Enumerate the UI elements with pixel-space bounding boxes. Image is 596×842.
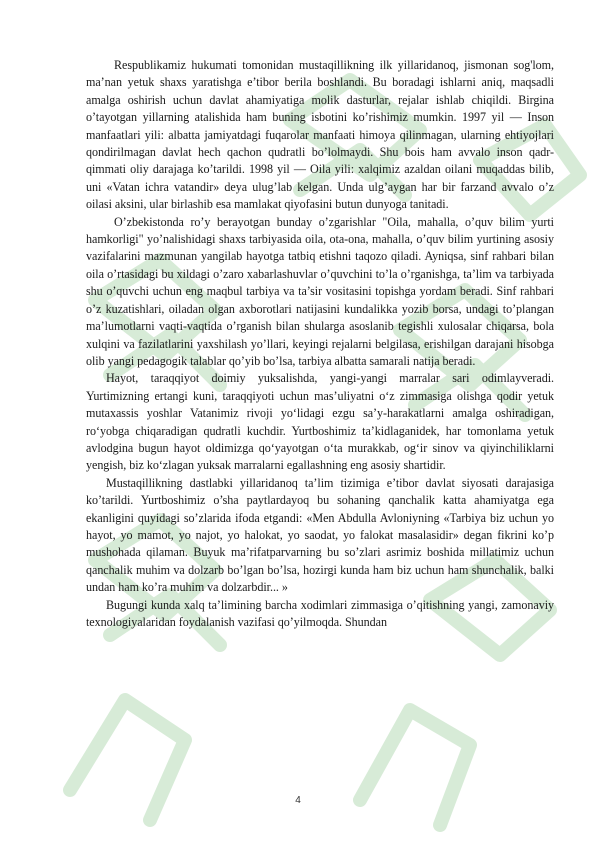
document-body — [86, 57, 554, 631]
paragraph-4: Mustaqillikning dastlabki yillaridanoq ta’lim tizimiga e’tibor davlat siyosati darajasiga ko’tarildi. Yurtboshimiz o’sha paytlardayoq bu sohaning qanchalik katta ahamiyatga ega ekanligini quyidagi so’zlarida ifoda etgandi: «Men Abdulla Avloniyning «Tarbiya biz uchun yo hayot, yo mamot, yo najot, yo halokat, yo saodat, yo falokat masalasidir» degan fikrini ko’p mushohada qilaman. Buyuk ma’rifatparvarning bu so’zlari asrimiz boshida millatimiz uchun qanchalik muhim va dolzarb bo’lgan bo’lsa, hozirgi kunda ham biz uchun ham shunchalik, balki undan ham ko’ra muhim va dolzarbdir... » — [86, 475, 554, 595]
page-number: 4 — [295, 795, 301, 806]
paragraph-5: Bugungi kunda xalq ta’limining barcha xodimlari zimmasiga o’qitishning yangi, zamonaviy texnologiyalaridan foydalanish vazifasi qo’yilmoqda. Shundan — [86, 597, 554, 629]
paragraph-3: Hayot, taraqqiyot doimiy yuksalishda, yangi-yangi marralar sari odimlayveradi. Yurtimizning ertangi kuni, taraqqiyoti uchun mas’uliyatni o‘z zimmasiga olishga qodir yetuk mutaxassis yoshlar Vatanimiz rivoji yo‘lidagi ezgu sa’y-harakatlarni amalga oshiradigan, ro‘yobga chiqaradigan qudratli kuchdir. Yurtboshimiz ta’kidlaganidek, har tomonlama yetuk avlodgina bugun hayot oldimizga qo‘yayotgan o‘ta murakkab, og‘ir sinov va qiyinchiliklarni yengish, biz ko‘zlagan yuksak marralarni egallashning eng asosiy shartidir. — [86, 371, 554, 473]
paragraph-2: O’zbekistonda ro’y berayotgan bunday o’zgarishlar "Oila, mahalla, o’quv bilim yurti hamkorligi" yo’nalishidagi shaxs tarbiyasida oila, ota-ona, mahalla, o’quv bilim yurtining asosiy vazifalarini mazmunan yangilab hayotga tatbiq etishni taqozo qiladi. Ayniqsa, sinf rahbari bilan oila o’rtasidagi bu xildagi o’zaro xabarlashuvlar o’quvchini to’la o’rganishga, ta’lim va tarbiyada shu o’quvchi uchun eng maqbul tarbiya va ta’sir vositasini topishga yordam beradi. Sinf rahbari o’z kuzatishlari, oiladan olgan axborotlari natijasini kundalikka yozib borsa, undagi to’plangan ma’lumotlarni vaqti-vaqtida o’rganish bilan shularga asoslanib tegishli xulosalar chiqarsa, bola xulqini va fazilatlarini yaxshilash yo’llari, keyingi rejalarni belgilasa, erishilgan darajani hisobga olib yangi pedagogik talablar qo’yib bo’lsa, tarbiya albatta samarali natija beradi. — [86, 214, 554, 368]
paragraph-1: Respublikamiz hukumati tomonidan mustaqillikning ilk yillaridanoq, jismonan sog'lom, ma’nan yetuk shaxs yaratishga e’tibor berila boshlandi. Bu boradagi ishlarni aniq, maqsadli amalga oshirish uchun davlat ahamiyatiga molik dasturlar, rejalar ishlab chiqildi. Birgina o’tayotgan yillarning atalishida ham buning isbotini ko’rishimiz mumkin. 1997 yil — Inson manfaatlari yili: albatta jamiyatdagi fuqarolar manfaati himoya qilinmagan, ularning ehtiyojlari qondirilmagan davlat hech qachon qudratli bo’lolmaydi. Shu bois ham avvalo inson qadr-qimmati oliy darajaga ko’tarildi. 1998 yil — Oila yili: xalqimiz azaldan oilani muqaddas bilib, uni «Vatan ichra vatandir» deya ulug’lab kelgan. Unda ulg’aygan har bir farzand avvalo o’z oilasi aksini, ular birlashib esa mamlakat qiyofasini butun dunyoga tanitadi. — [86, 58, 554, 212]
